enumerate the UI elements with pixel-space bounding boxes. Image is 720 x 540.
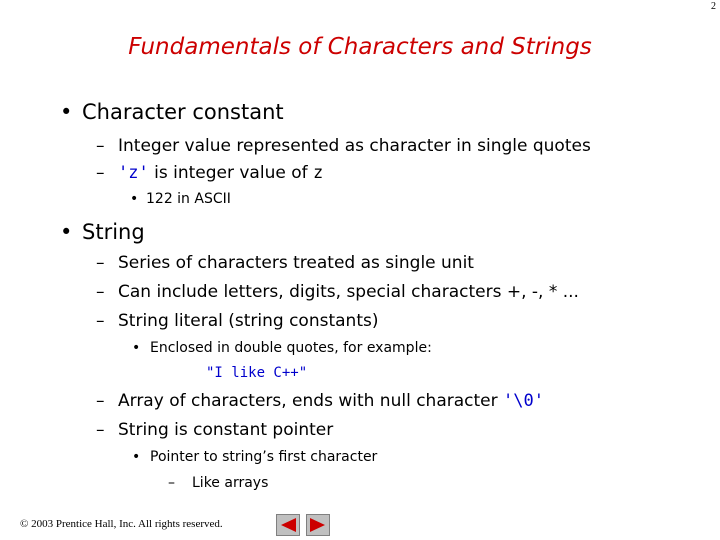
- bullet-string: [60, 220, 145, 244]
- sub-sub-sub-item: [168, 475, 268, 491]
- sub-item: [96, 311, 378, 331]
- sub-sub-item-text: Enclosed in double quotes, for example:: [150, 340, 432, 356]
- bullet-icon: •: [60, 220, 73, 244]
- dash-icon: –: [96, 282, 105, 302]
- dash-icon: –: [96, 163, 105, 183]
- sub-item-text: Integer value represented as character in single quotes: [118, 136, 591, 156]
- dash-icon: –: [96, 136, 105, 156]
- sub-item: [96, 253, 474, 273]
- sub-item: [96, 282, 579, 302]
- sub-sub-item: [132, 449, 377, 465]
- bullet-icon: •: [132, 340, 141, 356]
- sub-item: [96, 420, 333, 440]
- page-number: 2: [711, 1, 716, 12]
- sub-sub-item: [130, 191, 231, 207]
- copyright-footer: © 2003 Prentice Hall, Inc. All rights reserved.: [20, 518, 223, 530]
- bullet-icon: •: [60, 100, 73, 124]
- bullet-icon: •: [132, 449, 141, 465]
- bullet-character-constant: [60, 100, 284, 124]
- sub-sub-item: [132, 340, 432, 356]
- bullet-label: String: [82, 220, 145, 244]
- sub-item-text: Array of characters, ends with null character: [118, 391, 504, 411]
- dash-icon: –: [168, 475, 175, 491]
- next-slide-button[interactable]: [306, 514, 330, 536]
- sub-item-text: Can include letters, digits, special characters +, -, * ...: [118, 282, 579, 302]
- code-literal: 'z': [118, 163, 149, 183]
- sub-item: [96, 391, 544, 411]
- right-arrow-icon: [309, 517, 327, 533]
- bullet-label: Character constant: [82, 100, 284, 124]
- sub-item-text: String is constant pointer: [118, 420, 334, 440]
- sub-sub-item-text: 122 in ASCII: [146, 191, 231, 207]
- previous-slide-button[interactable]: [276, 514, 300, 536]
- dash-icon: –: [96, 391, 105, 411]
- dash-icon: –: [96, 253, 105, 273]
- code-literal: '\0': [503, 391, 544, 411]
- dash-icon: –: [96, 420, 105, 440]
- bullet-icon: •: [130, 191, 139, 207]
- sub-item-text: is integer value of: [148, 163, 313, 183]
- sub-sub-item-text: Pointer to string’s first character: [150, 449, 378, 465]
- sub-item-text: Series of characters treated as single unit: [118, 253, 474, 273]
- code-literal: z: [313, 163, 324, 183]
- sub-item: [96, 163, 323, 183]
- code-example: "I like C++": [206, 365, 308, 381]
- slide-title: Fundamentals of Characters and Strings: [128, 34, 592, 60]
- sub-sub-sub-item-text: Like arrays: [192, 475, 269, 491]
- sub-item: [96, 136, 591, 156]
- sub-item-text: String literal (string constants): [118, 311, 379, 331]
- left-arrow-icon: [279, 517, 297, 533]
- dash-icon: –: [96, 311, 105, 331]
